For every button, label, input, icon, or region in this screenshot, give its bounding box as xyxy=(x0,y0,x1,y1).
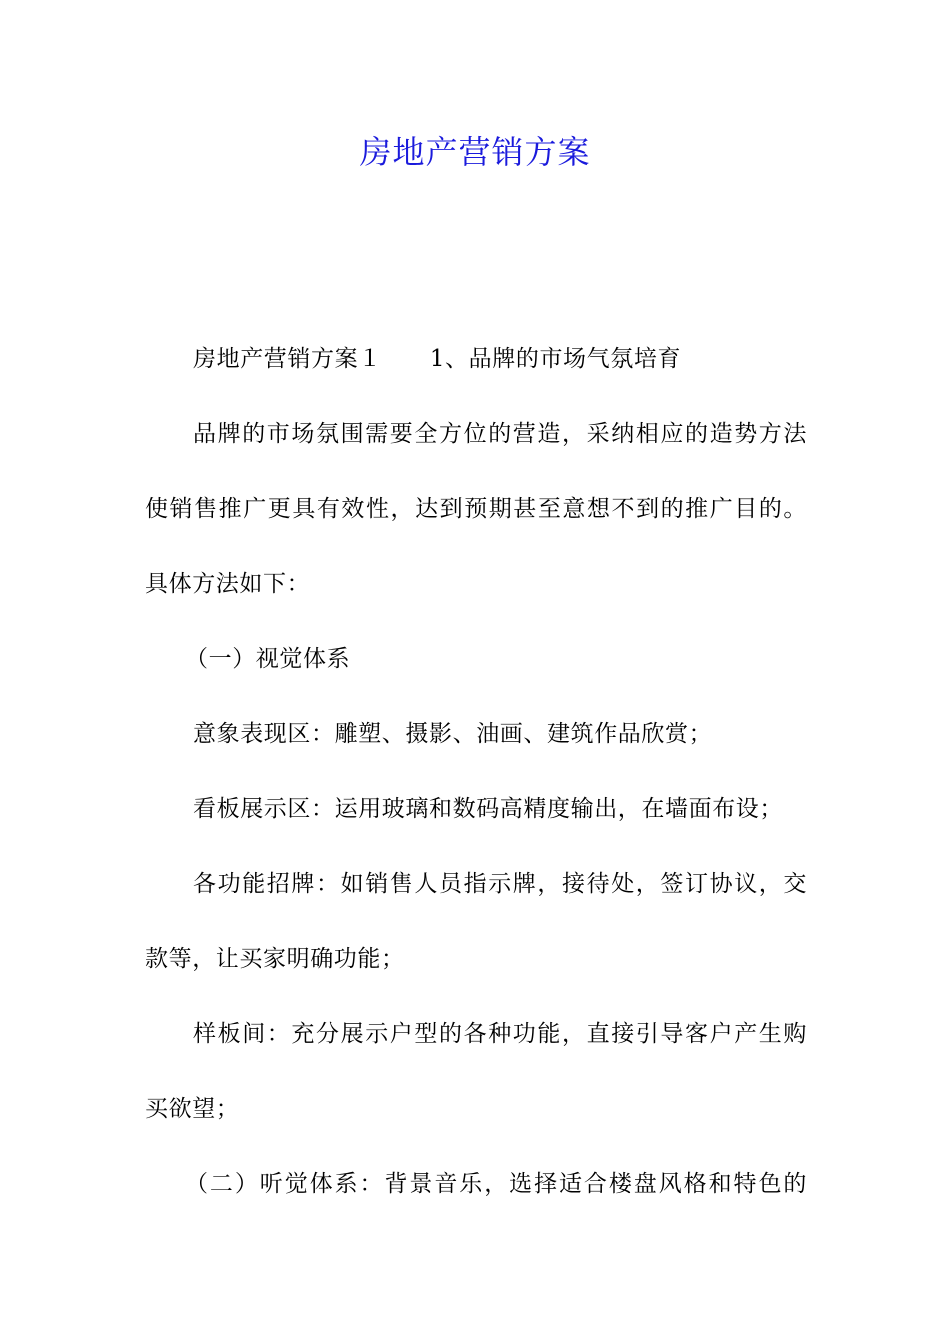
paragraph-line-9: 款等，让买家明确功能； xyxy=(145,946,405,972)
paragraph-line-1 xyxy=(145,337,807,412)
paragraph-line-10: 样板间：充分展示户型的各种功能，直接引导客户产生购 xyxy=(193,1021,807,1047)
paragraph-line-4: 具体方法如下： xyxy=(145,571,311,597)
paragraph-line-8: 各功能招牌：如销售人员指示牌，接待处，签订协议，交 xyxy=(193,871,807,897)
document-body xyxy=(145,337,807,1237)
section-heading-text: 1、品牌的市场气氛培育 xyxy=(429,346,682,372)
paragraph-line-6: 意象表现区：雕塑、摄影、油画、建筑作品欣赏； xyxy=(193,721,713,747)
document-heading-text: 房地产营销方案１ xyxy=(193,346,382,372)
paragraph-line-3: 使销售推广更具有效性，达到预期甚至意想不到的推广目的。 xyxy=(145,496,807,522)
paragraph-line-5: （一）视觉体系 xyxy=(185,646,351,672)
paragraph-line-2: 品牌的市场氛围需要全方位的营造，采纳相应的造势方法 xyxy=(193,421,807,447)
paragraph-line-12: （二）听觉体系：背景音乐，选择适合楼盘风格和特色的 xyxy=(185,1171,807,1197)
paragraph-line-7: 看板展示区：运用玻璃和数码高精度输出，在墙面布设； xyxy=(193,796,783,822)
paragraph-line-11: 买欲望； xyxy=(145,1096,240,1122)
document-title: 房地产营销方案 xyxy=(359,133,591,171)
